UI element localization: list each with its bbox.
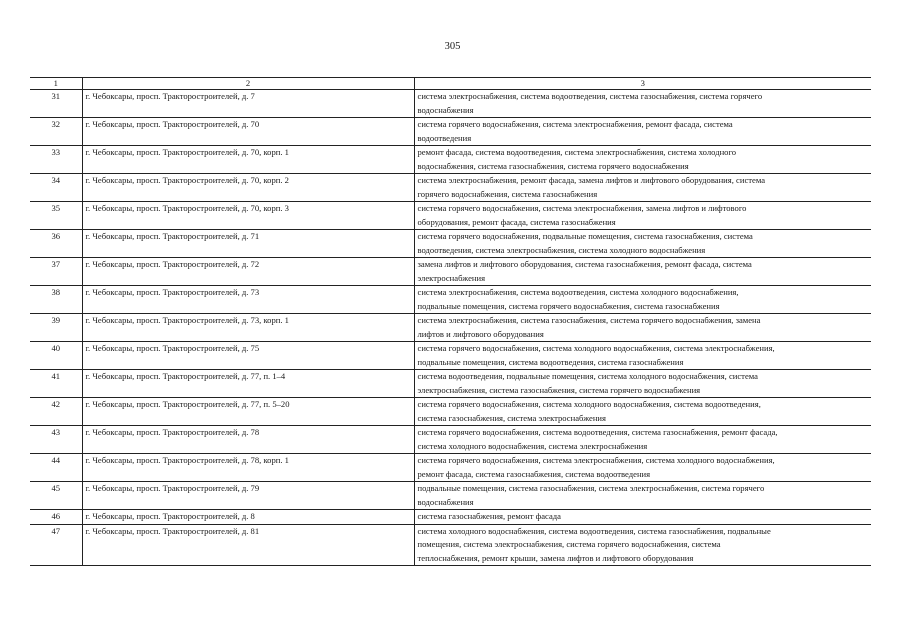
row-works-line: система холодного водоснабжения, система водоотведения, система газоснабжения, подвальные (417, 525, 771, 536)
table-row (30, 426, 871, 454)
row-works (414, 524, 871, 566)
row-number: 35 (30, 202, 82, 230)
row-works-line: водоотведения, система электроснабжения, система холодного водоснабжения (417, 244, 706, 255)
table-row (30, 174, 871, 202)
table-row (30, 286, 871, 314)
row-works-line: система горячего водоснабжения, система холодного водоснабжения, система электроснабжения, (417, 343, 775, 353)
row-address: г. Чебоксары, просп. Тракторостроителей, д. 70 (82, 118, 414, 146)
table-row (30, 90, 871, 118)
row-number: 41 (30, 370, 82, 398)
table-row (30, 118, 871, 146)
table-row (30, 202, 871, 230)
row-works-line: подвальные помещения, система горячего водоснабжения, система газоснабжения (417, 300, 720, 311)
row-works-line: система газоснабжения, ремонт фасада (417, 511, 561, 521)
row-works-line: система горячего водоснабжения, система водоотведения, система газоснабжения, ремонт фасада, (417, 427, 778, 437)
row-works-line: система электроснабжения, система водоотведения, система холодного водоснабжения, (417, 287, 739, 297)
row-works (414, 454, 871, 482)
row-number: 38 (30, 286, 82, 314)
row-address: г. Чебоксары, просп. Тракторостроителей, д. 79 (82, 482, 414, 510)
row-address: г. Чебоксары, просп. Тракторостроителей, д. 70, корп. 2 (82, 174, 414, 202)
row-works (414, 314, 871, 342)
table-row (30, 370, 871, 398)
row-works-line: горячего водоснабжения, система газоснабжения (417, 188, 598, 199)
row-works-line: система горячего водоснабжения, система электроснабжения, замена лифтов и лифтового (417, 203, 747, 213)
row-works (414, 118, 871, 146)
row-number: 43 (30, 426, 82, 454)
row-works (414, 426, 871, 454)
row-number: 33 (30, 146, 82, 174)
row-works (414, 90, 871, 118)
row-address: г. Чебоксары, просп. Тракторостроителей, д. 70, корп. 3 (82, 202, 414, 230)
row-works-line: лифтов и лифтового оборудования (417, 328, 544, 339)
table-row (30, 524, 871, 566)
row-number: 44 (30, 454, 82, 482)
row-works (414, 370, 871, 398)
row-address: г. Чебоксары, просп. Тракторостроителей, д. 73, корп. 1 (82, 314, 414, 342)
row-works-line: система водоотведения, подвальные помещения, система холодного водоснабжения, система (417, 371, 758, 381)
row-address: г. Чебоксары, просп. Тракторостроителей, д. 8 (82, 510, 414, 525)
row-works (414, 342, 871, 370)
table-row (30, 482, 871, 510)
row-works-line: теплоснабжения, ремонт крыши, замена лифтов и лифтового оборудования (417, 552, 694, 563)
row-address: г. Чебоксары, просп. Тракторостроителей, д. 73 (82, 286, 414, 314)
row-works (414, 482, 871, 510)
row-works (414, 146, 871, 174)
row-number: 34 (30, 174, 82, 202)
table-row (30, 230, 871, 258)
row-works-line: электроснабжения, система газоснабжения, система горячего водоснабжения (417, 384, 701, 395)
row-works-line: система горячего водоснабжения, система электроснабжения, система холодного водоснабжения, (417, 455, 775, 465)
row-works-line: электроснабжения (417, 272, 486, 283)
row-address: г. Чебоксары, просп. Тракторостроителей, д. 70, корп. 1 (82, 146, 414, 174)
row-works (414, 258, 871, 286)
row-works-line: ремонт фасада, система газоснабжения, система водоотведения (417, 468, 651, 479)
column-header-number: 1 (30, 78, 82, 90)
row-works-line: система электроснабжения, система водоотведения, система газоснабжения, система горячего (417, 91, 763, 101)
row-works-line: замена лифтов и лифтового оборудования, система газоснабжения, ремонт фасада, система (417, 259, 752, 269)
row-address: г. Чебоксары, просп. Тракторостроителей, д. 7 (82, 90, 414, 118)
row-address: г. Чебоксары, просп. Тракторостроителей, д. 77, п. 5–20 (82, 398, 414, 426)
table-row (30, 510, 871, 525)
row-works-line: система электроснабжения, ремонт фасада, замена лифтов и лифтового оборудования, система (417, 175, 766, 185)
row-works-line: система холодного водоснабжения, система электроснабжения (417, 440, 648, 451)
row-works (414, 398, 871, 426)
row-address: г. Чебоксары, просп. Тракторостроителей, д. 78 (82, 426, 414, 454)
row-number: 39 (30, 314, 82, 342)
row-works-line: система горячего водоснабжения, система электроснабжения, ремонт фасада, система (417, 119, 733, 129)
row-address: г. Чебоксары, просп. Тракторостроителей, д. 78, корп. 1 (82, 454, 414, 482)
row-works (414, 174, 871, 202)
row-works-line: водоснабжения (417, 496, 474, 507)
table-row (30, 258, 871, 286)
row-number: 45 (30, 482, 82, 510)
table-row (30, 454, 871, 482)
row-number: 40 (30, 342, 82, 370)
row-number: 36 (30, 230, 82, 258)
row-works-line: оборудования, ремонт фасада, система газоснабжения (417, 216, 616, 227)
row-number: 42 (30, 398, 82, 426)
row-works-line: система электроснабжения, система газоснабжения, система горячего водоснабжения, замена (417, 315, 761, 325)
row-works-line: водоотведения (417, 132, 472, 143)
row-works-line: система горячего водоснабжения, подвальные помещения, система газоснабжения, система (417, 231, 753, 241)
row-works-line: система газоснабжения, система электроснабжения (417, 412, 606, 423)
page-number: 305 (444, 41, 461, 52)
row-works-line: помещения, система электроснабжения, система горячего водоснабжения, система (417, 539, 721, 549)
row-works (414, 510, 871, 525)
row-works-line: ремонт фасада, система водоотведения, система электроснабжения, система холодного (417, 147, 737, 157)
row-address: г. Чебоксары, просп. Тракторостроителей, д. 71 (82, 230, 414, 258)
table-header-row (30, 78, 871, 90)
column-header-works: 3 (414, 78, 871, 90)
row-number: 46 (30, 510, 82, 525)
row-number: 47 (30, 524, 82, 566)
table-row (30, 398, 871, 426)
row-works (414, 286, 871, 314)
table-header (30, 78, 871, 90)
row-number: 31 (30, 90, 82, 118)
row-works-line: водоснабжения (417, 104, 474, 115)
row-address: г. Чебоксары, просп. Тракторостроителей, д. 75 (82, 342, 414, 370)
table-row (30, 146, 871, 174)
row-address: г. Чебоксары, просп. Тракторостроителей, д. 72 (82, 258, 414, 286)
buildings-table (30, 77, 871, 566)
table-body (30, 90, 871, 566)
row-works (414, 202, 871, 230)
row-works-line: подвальные помещения, система водоотведения, система газоснабжения (417, 356, 684, 367)
column-header-address: 2 (82, 78, 414, 90)
table-row (30, 342, 871, 370)
table-row (30, 314, 871, 342)
row-number: 37 (30, 258, 82, 286)
row-works-line: система горячего водоснабжения, система холодного водоснабжения, система водоотведения, (417, 399, 761, 409)
row-address: г. Чебоксары, просп. Тракторостроителей, д. 81 (82, 524, 414, 566)
row-number: 32 (30, 118, 82, 146)
row-works (414, 230, 871, 258)
row-works-line: подвальные помещения, система газоснабжения, система электроснабжения, система горячего (417, 483, 765, 493)
row-address: г. Чебоксары, просп. Тракторостроителей, д. 77, п. 1–4 (82, 370, 414, 398)
row-works-line: водоснабжения, система газоснабжения, система горячего водоснабжения (417, 160, 689, 171)
